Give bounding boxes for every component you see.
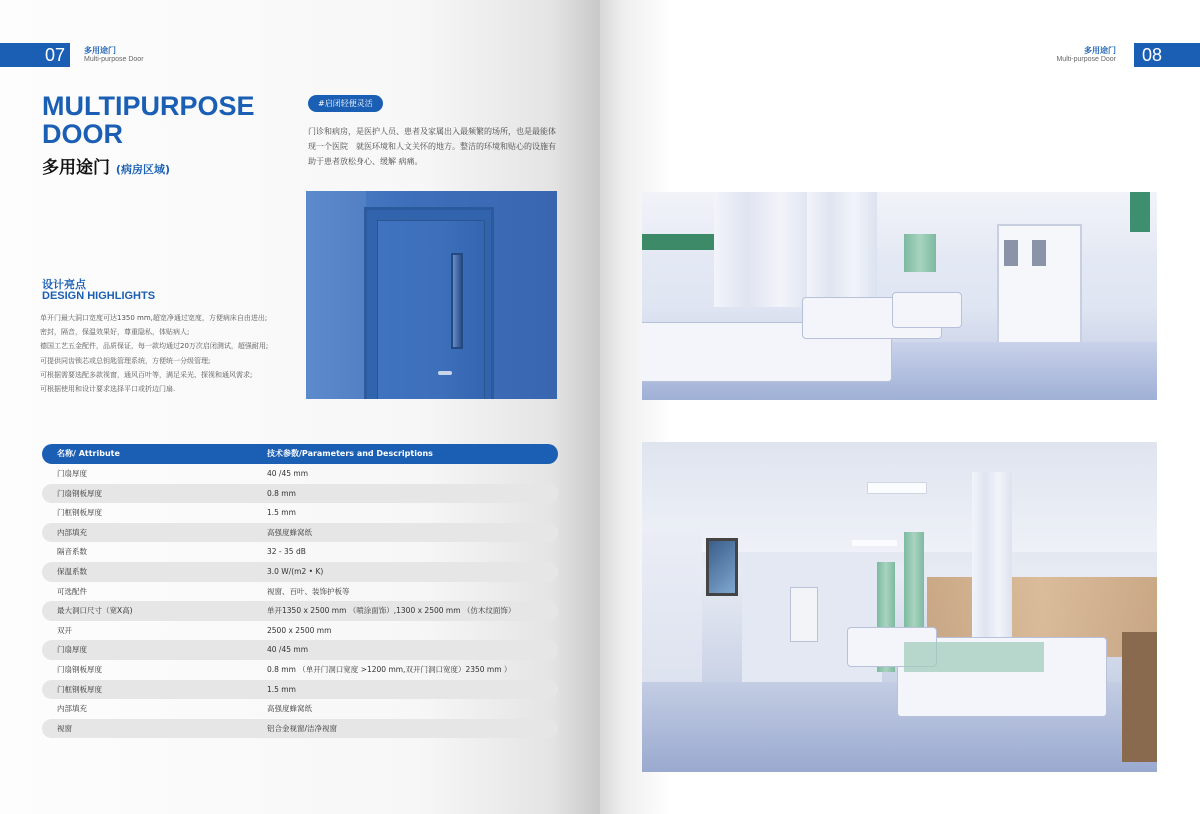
door-vision-panel <box>451 253 463 349</box>
highlight-item: 单开门最大洞口宽度可达1350 mm,超宽净通过宽度，方便病床自由进出; <box>40 314 268 322</box>
row-attribute: 门扇钢板厚度 <box>57 488 102 498</box>
page-number-left: 07 <box>0 43 70 67</box>
row-parameter: 0.8 mm <box>267 488 296 498</box>
spec-table-header <box>42 444 558 464</box>
row-parameter: 单开1350 x 2500 mm （喷涂面饰）,1300 x 2500 mm （仿木纹面饰） <box>267 606 516 616</box>
highlight-item: 德国工艺五金配件，品质保证，每一款均通过20万次启闭测试，超强耐用; <box>40 342 269 351</box>
row-parameter: 1.5 mm <box>267 684 296 694</box>
intro-paragraph: 门诊和病房，是医护人员、患者及家属出入最频繁的场所，也是最能体现一个医院 就医环境和人文关怀的地方。整洁的环境和贴心的设施有助于患者放松身心、缓解 病痛。 <box>308 127 556 166</box>
row-attribute: 保温系数 <box>57 566 87 576</box>
page-title-cn-sub: (病房区域) <box>115 163 170 176</box>
table-row <box>42 582 558 602</box>
table-row <box>42 601 558 621</box>
table-row <box>42 464 558 484</box>
highlight-item: 密封，隔音，保温效果好，尊重隐私，体贴病人; <box>40 328 190 337</box>
door-photo <box>306 191 557 399</box>
row-attribute: 内部填充 <box>57 527 87 537</box>
table-row <box>42 621 558 641</box>
row-attribute: 门扇钢板厚度 <box>57 664 102 674</box>
header-attribute: 名称/ Attribute <box>57 449 120 458</box>
row-parameter: 视窗、百叶、装饰护板等 <box>267 586 350 596</box>
table-row <box>42 699 558 719</box>
header-parameters: 技术参数/Parameters and Descriptions <box>267 449 433 458</box>
table-row <box>42 680 558 700</box>
table-row <box>42 503 558 523</box>
table-row <box>42 542 558 562</box>
door-leaf <box>377 220 485 399</box>
row-parameter: 高强度蜂窝纸 <box>267 704 312 714</box>
row-attribute: 隔音系数 <box>57 547 87 557</box>
feature-tag: #启闭轻便灵活 <box>308 95 383 112</box>
row-parameter: 高强度蜂窝纸 <box>267 527 312 537</box>
table-row <box>42 484 558 504</box>
door-handle <box>438 371 452 375</box>
row-attribute: 门扇厚度 <box>57 645 87 655</box>
row-parameter: 铝合金视窗/洁净视窗 <box>267 723 338 733</box>
row-attribute: 内部填充 <box>57 704 87 714</box>
row-parameter: 0.8 mm （单开门洞口宽度 >1200 mm,双开门洞口宽度）2350 mm ） <box>267 664 512 674</box>
highlight-item: 可根据使用和设计要求选择平口或折边门扇. <box>40 385 176 394</box>
spec-table <box>42 444 558 738</box>
highlights-list <box>40 311 290 396</box>
ward-photo-top <box>642 192 1157 400</box>
row-parameter: 3.0 W/(m2 • K) <box>267 566 324 576</box>
table-row <box>42 562 558 582</box>
row-attribute: 最大洞口尺寸（宽X高) <box>57 606 133 616</box>
row-attribute: 门框钢板厚度 <box>57 508 102 518</box>
row-attribute: 双开 <box>57 625 72 635</box>
table-row <box>42 640 558 660</box>
row-parameter: 2500 x 2500 mm <box>267 625 332 635</box>
row-attribute: 门扇厚度 <box>57 469 87 478</box>
door-frame <box>364 207 494 399</box>
table-row <box>42 523 558 543</box>
page-title-en: MULTIPURPOSE DOOR <box>42 91 255 149</box>
table-row <box>42 660 558 680</box>
page-title-cn <box>42 153 170 178</box>
section-title-en-left: Multi-purpose Door <box>84 56 144 63</box>
row-attribute: 视窗 <box>57 723 72 733</box>
ward-photo-bottom <box>642 442 1157 772</box>
row-parameter: 1.5 mm <box>267 508 296 518</box>
highlights-title-en: DESIGN HIGHLIGHTS <box>42 290 156 302</box>
row-parameter: 40 /45 mm <box>267 645 308 655</box>
highlight-item: 可提供同齿锁芯或总钥匙管理系统，方便统一分级管理; <box>40 356 211 365</box>
row-parameter: 32 - 35 dB <box>267 547 306 557</box>
row-attribute: 门框钢板厚度 <box>57 684 102 694</box>
section-title-en-right: Multi-purpose Door <box>1056 56 1116 63</box>
row-parameter: 40 /45 mm <box>267 469 308 478</box>
page-title-cn-main: 多用途门 <box>42 158 110 178</box>
highlights-title-cn: 设计亮点 <box>42 278 86 291</box>
section-title-cn-left: 多用途门 <box>84 46 116 55</box>
page-number-right: 08 <box>1134 43 1200 67</box>
table-row <box>42 719 558 739</box>
row-attribute: 可选配件 <box>57 586 87 596</box>
highlight-item: 可根据需要选配多款视窗，通风百叶等，满足采光、探视和通风需求; <box>40 370 253 379</box>
section-title-cn-right: 多用途门 <box>1084 46 1116 55</box>
